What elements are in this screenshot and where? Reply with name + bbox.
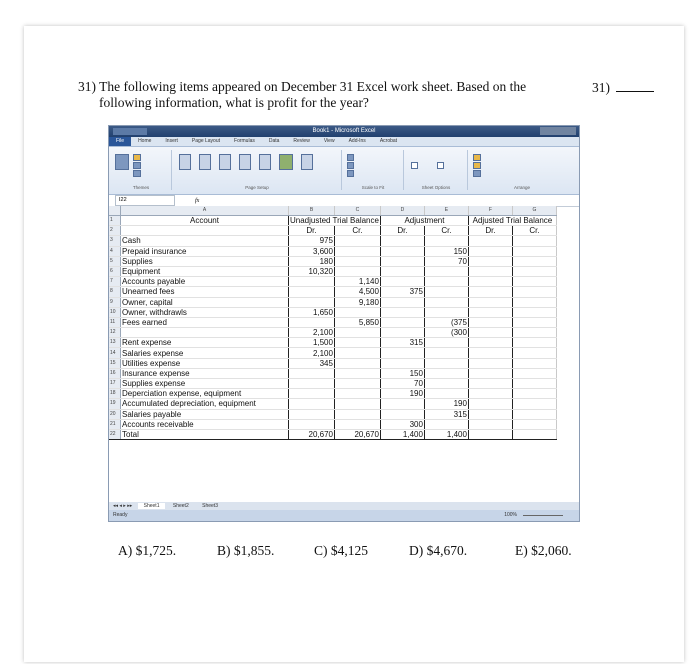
adjusted-cr-cell[interactable] bbox=[512, 236, 556, 246]
adjustment-cr-cell[interactable] bbox=[424, 277, 468, 287]
unadjusted-cr-cell[interactable] bbox=[334, 358, 380, 368]
adjustment-dr-cell[interactable] bbox=[380, 256, 424, 266]
print-area-icon[interactable] bbox=[239, 154, 251, 170]
adjusted-dr-cell[interactable] bbox=[468, 236, 512, 246]
unadjusted-dr-cell[interactable] bbox=[289, 389, 335, 399]
adjustment-dr-cell[interactable] bbox=[380, 328, 424, 338]
tab-page-layout[interactable]: Page Layout bbox=[191, 138, 221, 144]
tab-formulas[interactable]: Formulas bbox=[234, 138, 255, 144]
table-row bbox=[109, 297, 556, 307]
row-number[interactable]: 10 bbox=[109, 307, 121, 317]
sheet-nav-arrows-icon[interactable]: ◂◂ ◂ ▸ ▸▸ bbox=[113, 503, 133, 509]
table-row bbox=[109, 328, 556, 338]
adjustment-cr-cell[interactable]: (375 bbox=[424, 317, 468, 327]
unadjusted-dr-cell[interactable]: 1,500 bbox=[289, 338, 335, 348]
row-number[interactable]: 12 bbox=[109, 328, 121, 338]
adjusted-cr-cell[interactable] bbox=[512, 368, 556, 378]
unadjusted-cr-cell[interactable] bbox=[334, 256, 380, 266]
adjustment-dr-cell[interactable]: 1,400 bbox=[380, 429, 424, 439]
adjusted-cr-cell[interactable] bbox=[512, 389, 556, 399]
table-row bbox=[109, 419, 556, 429]
tab-acrobat[interactable]: Acrobat bbox=[379, 138, 398, 144]
adjusted-cr-cell[interactable] bbox=[512, 277, 556, 287]
breaks-icon[interactable] bbox=[259, 154, 271, 170]
themes-icon[interactable] bbox=[115, 154, 129, 170]
account-cell[interactable]: Prepaid insurance bbox=[121, 246, 289, 256]
cr-header[interactable]: Cr. bbox=[334, 226, 380, 236]
unadjusted-dr-cell[interactable]: 975 bbox=[289, 236, 335, 246]
adjusted-dr-cell[interactable] bbox=[468, 409, 512, 419]
adjustment-dr-cell[interactable]: 315 bbox=[380, 338, 424, 348]
cr-header[interactable]: Cr. bbox=[424, 226, 468, 236]
unadjusted-dr-cell[interactable]: 345 bbox=[289, 358, 335, 368]
table-row bbox=[109, 368, 556, 378]
account-cell[interactable]: Accounts receivable bbox=[121, 419, 289, 429]
adjusted-cr-cell[interactable] bbox=[512, 338, 556, 348]
table-row bbox=[109, 338, 556, 348]
adjustment-header[interactable]: Adjustment bbox=[380, 216, 468, 226]
unadjusted-dr-cell[interactable]: 2,100 bbox=[289, 328, 335, 338]
account-cell[interactable] bbox=[121, 328, 289, 338]
adjustment-dr-cell[interactable] bbox=[380, 297, 424, 307]
question-text bbox=[78, 79, 538, 111]
adjusted-cr-cell[interactable] bbox=[512, 409, 556, 419]
adjustment-cr-cell[interactable]: (300 bbox=[424, 328, 468, 338]
choice-e[interactable]: E) $2,060. bbox=[515, 543, 572, 558]
adjusted-dr-cell[interactable] bbox=[468, 246, 512, 256]
adjusted-cr-cell[interactable] bbox=[512, 419, 556, 429]
quick-access-toolbar[interactable] bbox=[113, 128, 147, 135]
row-number[interactable]: 1 bbox=[109, 216, 121, 226]
unadjusted-dr-cell[interactable]: 10,320 bbox=[289, 266, 335, 276]
unadjusted-cr-cell[interactable] bbox=[334, 328, 380, 338]
tab-home[interactable]: Home bbox=[138, 138, 152, 144]
sheet-tab-2[interactable]: Sheet2 bbox=[172, 503, 189, 509]
adjusted-dr-cell[interactable] bbox=[468, 266, 512, 276]
adjustment-dr-cell[interactable] bbox=[380, 358, 424, 368]
unadjusted-cr-cell[interactable] bbox=[334, 389, 380, 399]
adjusted-header[interactable]: Adjusted Trial Balance bbox=[468, 216, 556, 226]
name-box[interactable]: I22 bbox=[115, 195, 175, 206]
tab-view[interactable]: View bbox=[323, 138, 335, 144]
choice-d[interactable]: D) $4,670. bbox=[409, 543, 468, 558]
unadjusted-cr-cell[interactable] bbox=[334, 409, 380, 419]
bring-forward-icon[interactable] bbox=[473, 154, 481, 161]
unadjusted-cr-cell[interactable] bbox=[334, 348, 380, 358]
row-number[interactable]: 17 bbox=[109, 379, 121, 389]
cr-header[interactable]: Cr. bbox=[512, 226, 556, 236]
answer-blank bbox=[592, 79, 654, 96]
adjustment-cr-cell[interactable]: 315 bbox=[424, 409, 468, 419]
adjusted-dr-cell[interactable] bbox=[468, 287, 512, 297]
window-controls[interactable] bbox=[540, 127, 576, 135]
print-titles-icon[interactable] bbox=[301, 154, 313, 170]
effects-icon[interactable] bbox=[133, 170, 141, 177]
unadjusted-dr-cell[interactable] bbox=[289, 399, 335, 409]
row-number[interactable]: 22 bbox=[109, 429, 121, 439]
adjusted-cr-cell[interactable] bbox=[512, 379, 556, 389]
unadjusted-dr-cell[interactable] bbox=[289, 379, 335, 389]
adjustment-dr-cell[interactable]: 70 bbox=[380, 379, 424, 389]
adjusted-cr-cell[interactable] bbox=[512, 287, 556, 297]
headings-view-checkbox[interactable] bbox=[437, 162, 444, 169]
gridlines-view-checkbox[interactable] bbox=[411, 162, 418, 169]
col-header-e[interactable]: E bbox=[424, 206, 468, 216]
adjustment-dr-cell[interactable]: 190 bbox=[380, 389, 424, 399]
data-rows bbox=[109, 236, 556, 440]
unadjusted-cr-cell[interactable] bbox=[334, 338, 380, 348]
fx-label: fx bbox=[195, 197, 200, 204]
row-number[interactable]: 5 bbox=[109, 256, 121, 266]
row-number[interactable]: 9 bbox=[109, 297, 121, 307]
group-caption: Scale to Fit bbox=[361, 185, 385, 190]
unadjusted-cr-cell[interactable] bbox=[334, 368, 380, 378]
cell[interactable] bbox=[121, 226, 289, 236]
header-row-2 bbox=[109, 226, 556, 236]
adjusted-dr-cell[interactable] bbox=[468, 348, 512, 358]
adjustment-dr-cell[interactable] bbox=[380, 246, 424, 256]
background-icon[interactable] bbox=[279, 154, 293, 170]
excel-screenshot bbox=[108, 125, 580, 522]
table-row bbox=[109, 429, 556, 439]
unadjusted-cr-cell[interactable] bbox=[334, 246, 380, 256]
account-cell[interactable]: Owner, capital bbox=[121, 297, 289, 307]
zoom-level[interactable]: 100% bbox=[504, 512, 517, 518]
adjusted-dr-cell[interactable] bbox=[468, 379, 512, 389]
adjusted-dr-cell[interactable] bbox=[468, 368, 512, 378]
table-row bbox=[109, 277, 556, 287]
table-row bbox=[109, 348, 556, 358]
adjusted-dr-cell[interactable] bbox=[468, 297, 512, 307]
account-cell[interactable]: Cash bbox=[121, 236, 289, 246]
account-cell[interactable]: Salaries expense bbox=[121, 348, 289, 358]
adjustment-dr-cell[interactable]: 150 bbox=[380, 368, 424, 378]
group-sheet-options bbox=[405, 150, 468, 190]
row-number[interactable]: 20 bbox=[109, 409, 121, 419]
account-cell[interactable]: Fees earned bbox=[121, 317, 289, 327]
adjustment-cr-cell[interactable] bbox=[424, 389, 468, 399]
adjusted-cr-cell[interactable] bbox=[512, 358, 556, 368]
account-cell[interactable]: Insurance expense bbox=[121, 368, 289, 378]
adjustment-cr-cell[interactable]: 150 bbox=[424, 246, 468, 256]
account-cell[interactable]: Accounts payable bbox=[121, 277, 289, 287]
column-header-row bbox=[109, 206, 556, 216]
account-cell[interactable]: Owner, withdrawls bbox=[121, 307, 289, 317]
account-cell[interactable]: Deperciation expense, equipment bbox=[121, 389, 289, 399]
question-line1: The following items appeared on December 31 Excel work sheet. Based on the bbox=[99, 79, 527, 94]
unadjusted-cr-cell[interactable] bbox=[334, 307, 380, 317]
col-header-g[interactable]: G bbox=[512, 206, 556, 216]
row-number[interactable]: 8 bbox=[109, 287, 121, 297]
adjustment-dr-cell[interactable] bbox=[380, 348, 424, 358]
sheet-tab-3[interactable]: Sheet3 bbox=[202, 503, 218, 509]
unadjusted-cr-cell[interactable] bbox=[334, 236, 380, 246]
adjustment-cr-cell[interactable] bbox=[424, 266, 468, 276]
ribbon bbox=[109, 147, 579, 195]
adjustment-dr-cell[interactable] bbox=[380, 266, 424, 276]
adjusted-cr-cell[interactable] bbox=[512, 348, 556, 358]
adjusted-dr-cell[interactable] bbox=[468, 399, 512, 409]
table-row bbox=[109, 358, 556, 368]
adjusted-cr-cell[interactable] bbox=[512, 266, 556, 276]
group-page-setup bbox=[173, 150, 342, 190]
row-number[interactable]: 15 bbox=[109, 358, 121, 368]
unadjusted-dr-cell[interactable]: 180 bbox=[289, 256, 335, 266]
group-caption: Themes bbox=[132, 185, 150, 190]
unadjusted-dr-cell[interactable] bbox=[289, 409, 335, 419]
unadjusted-dr-cell[interactable] bbox=[289, 287, 335, 297]
choice-a[interactable]: A) $1,725. bbox=[118, 543, 177, 558]
answer-line[interactable] bbox=[616, 79, 654, 92]
colors-icon[interactable] bbox=[133, 154, 141, 161]
adjustment-dr-cell[interactable] bbox=[380, 277, 424, 287]
adjusted-cr-cell[interactable] bbox=[512, 256, 556, 266]
account-header[interactable]: Account bbox=[121, 216, 289, 226]
account-cell[interactable]: Salaries payable bbox=[121, 409, 289, 419]
status-text: Ready bbox=[113, 512, 128, 518]
adjustment-cr-cell[interactable] bbox=[424, 338, 468, 348]
adjustment-cr-cell[interactable] bbox=[424, 348, 468, 358]
account-cell[interactable]: Utilities expense bbox=[121, 358, 289, 368]
unadjusted-cr-cell[interactable] bbox=[334, 399, 380, 409]
zoom-slider[interactable] bbox=[523, 515, 563, 516]
adjusted-dr-cell[interactable] bbox=[468, 389, 512, 399]
ribbon-tabs bbox=[109, 137, 579, 147]
row-number[interactable]: 21 bbox=[109, 419, 121, 429]
scale-icon[interactable] bbox=[347, 170, 354, 177]
fonts-icon[interactable] bbox=[133, 162, 141, 169]
adjusted-cr-cell[interactable] bbox=[512, 429, 556, 439]
width-icon[interactable] bbox=[347, 154, 354, 161]
dr-header[interactable]: Dr. bbox=[380, 226, 424, 236]
size-icon[interactable] bbox=[219, 154, 231, 170]
adjusted-cr-cell[interactable] bbox=[512, 297, 556, 307]
adjustment-cr-cell[interactable] bbox=[424, 297, 468, 307]
unadjusted-cr-cell[interactable] bbox=[334, 419, 380, 429]
send-backward-icon[interactable] bbox=[473, 162, 481, 169]
row-number[interactable]: 13 bbox=[109, 338, 121, 348]
adjustment-cr-cell[interactable] bbox=[424, 358, 468, 368]
worksheet-grid bbox=[109, 206, 557, 440]
unadjusted-cr-cell[interactable] bbox=[334, 266, 380, 276]
unadjusted-dr-cell[interactable] bbox=[289, 368, 335, 378]
account-cell[interactable]: Accumulated depreciation, equipment bbox=[121, 399, 289, 409]
tab-add-ins[interactable]: Add-Ins bbox=[348, 138, 366, 144]
adjustment-dr-cell[interactable] bbox=[380, 409, 424, 419]
adjustment-cr-cell[interactable]: 1,400 bbox=[424, 429, 468, 439]
col-header-c[interactable]: C bbox=[334, 206, 380, 216]
choice-b[interactable]: B) $1,855. bbox=[217, 543, 275, 558]
row-number[interactable]: 4 bbox=[109, 246, 121, 256]
sheet-tab-1[interactable]: Sheet1 bbox=[138, 503, 166, 509]
account-cell[interactable]: Rent expense bbox=[121, 338, 289, 348]
unadjusted-cr-cell[interactable]: 4,500 bbox=[334, 287, 380, 297]
row-number[interactable]: 14 bbox=[109, 348, 121, 358]
adjustment-cr-cell[interactable] bbox=[424, 379, 468, 389]
adjustment-cr-cell[interactable] bbox=[424, 307, 468, 317]
adjusted-dr-cell[interactable] bbox=[468, 307, 512, 317]
unadjusted-header[interactable]: Unadjusted Trial Balance bbox=[290, 216, 379, 226]
table-row bbox=[109, 317, 556, 327]
unadjusted-cr-cell[interactable] bbox=[334, 379, 380, 389]
group-themes bbox=[111, 150, 172, 190]
table-row bbox=[109, 266, 556, 276]
adjustment-dr-cell[interactable] bbox=[380, 236, 424, 246]
adjustment-dr-cell[interactable] bbox=[380, 307, 424, 317]
dr-header[interactable]: Dr. bbox=[468, 226, 512, 236]
group-arrange bbox=[469, 150, 575, 190]
margins-icon[interactable] bbox=[179, 154, 191, 170]
selection-pane-icon[interactable] bbox=[473, 170, 481, 177]
table-row bbox=[109, 246, 556, 256]
adjusted-dr-cell[interactable] bbox=[468, 256, 512, 266]
adjusted-dr-cell[interactable] bbox=[468, 277, 512, 287]
sheet-tabs bbox=[109, 502, 579, 510]
adjusted-dr-cell[interactable] bbox=[468, 338, 512, 348]
adjustment-cr-cell[interactable]: 190 bbox=[424, 399, 468, 409]
question-number: 31) bbox=[78, 79, 96, 94]
unadjusted-dr-cell[interactable]: 1,650 bbox=[289, 307, 335, 317]
row-number[interactable]: 6 bbox=[109, 266, 121, 276]
table-row bbox=[109, 379, 556, 389]
adjustment-cr-cell[interactable] bbox=[424, 236, 468, 246]
account-cell[interactable]: Supplies expense bbox=[121, 379, 289, 389]
table-row bbox=[109, 256, 556, 266]
col-header-d[interactable]: D bbox=[380, 206, 424, 216]
account-cell[interactable]: Equipment bbox=[121, 266, 289, 276]
adjusted-cr-cell[interactable] bbox=[512, 307, 556, 317]
adjusted-dr-cell[interactable] bbox=[468, 328, 512, 338]
col-header-a[interactable]: A bbox=[121, 206, 289, 216]
col-header-f[interactable]: F bbox=[468, 206, 512, 216]
adjusted-dr-cell[interactable] bbox=[468, 358, 512, 368]
adjusted-cr-cell[interactable] bbox=[512, 399, 556, 409]
tab-insert[interactable]: Insert bbox=[165, 138, 178, 144]
adjustment-cr-cell[interactable]: 70 bbox=[424, 256, 468, 266]
adjusted-cr-cell[interactable] bbox=[512, 246, 556, 256]
adjustment-dr-cell[interactable] bbox=[380, 399, 424, 409]
unadjusted-dr-cell[interactable] bbox=[289, 297, 335, 307]
account-cell[interactable]: Total bbox=[121, 429, 289, 439]
tab-data[interactable]: Data bbox=[268, 138, 280, 144]
adjusted-dr-cell[interactable] bbox=[468, 419, 512, 429]
window-title: Book1 - Microsoft Excel bbox=[312, 128, 376, 134]
row-number[interactable]: 19 bbox=[109, 399, 121, 409]
adjusted-dr-cell[interactable] bbox=[468, 317, 512, 327]
unadjusted-cr-cell[interactable]: 20,670 bbox=[334, 429, 380, 439]
adjusted-cr-cell[interactable] bbox=[512, 328, 556, 338]
height-icon[interactable] bbox=[347, 162, 354, 169]
group-caption: Arrange bbox=[513, 185, 530, 190]
adjusted-dr-cell[interactable] bbox=[468, 429, 512, 439]
group-scale-to-fit bbox=[343, 150, 404, 190]
answer-label: 31) bbox=[592, 80, 610, 95]
unadjusted-cr-cell[interactable]: 9,180 bbox=[334, 297, 380, 307]
unadjusted-dr-cell[interactable]: 20,670 bbox=[289, 429, 335, 439]
adjustment-cr-cell[interactable] bbox=[424, 368, 468, 378]
adjustment-dr-cell[interactable] bbox=[380, 317, 424, 327]
row-number[interactable]: 7 bbox=[109, 277, 121, 287]
table-row bbox=[109, 389, 556, 399]
unadjusted-dr-cell[interactable] bbox=[289, 277, 335, 287]
adjustment-cr-cell[interactable] bbox=[424, 419, 468, 429]
status-bar bbox=[109, 510, 579, 521]
adjustment-dr-cell[interactable]: 375 bbox=[380, 287, 424, 297]
adjustment-dr-cell[interactable]: 300 bbox=[380, 419, 424, 429]
unadjusted-cr-cell[interactable]: 1,140 bbox=[334, 277, 380, 287]
row-number[interactable]: 11 bbox=[109, 317, 121, 327]
row-number[interactable]: 2 bbox=[109, 226, 121, 236]
unadjusted-cr-cell[interactable]: 5,850 bbox=[334, 317, 380, 327]
row-number[interactable]: 18 bbox=[109, 389, 121, 399]
account-cell[interactable]: Supplies bbox=[121, 256, 289, 266]
tab-review[interactable]: Review bbox=[293, 138, 310, 144]
table-row bbox=[109, 236, 556, 246]
unadjusted-dr-cell[interactable]: 3,600 bbox=[289, 246, 335, 256]
table-row bbox=[109, 287, 556, 297]
unadjusted-dr-cell[interactable] bbox=[289, 317, 335, 327]
dr-header[interactable]: Dr. bbox=[289, 226, 335, 236]
table-row bbox=[109, 307, 556, 317]
table-row bbox=[109, 409, 556, 419]
question-line2: following information, what is profit for the year? bbox=[99, 95, 369, 110]
select-all-corner[interactable] bbox=[109, 206, 121, 216]
row-number[interactable]: 16 bbox=[109, 368, 121, 378]
tab-file[interactable]: File bbox=[109, 137, 131, 146]
orientation-icon[interactable] bbox=[199, 154, 211, 170]
choice-c[interactable]: C) $4,125 bbox=[314, 543, 368, 558]
adjustment-cr-cell[interactable] bbox=[424, 287, 468, 297]
adjusted-cr-cell[interactable] bbox=[512, 317, 556, 327]
header-row-1 bbox=[109, 216, 556, 226]
account-cell[interactable]: Unearned fees bbox=[121, 287, 289, 297]
excel-titlebar bbox=[109, 126, 579, 137]
col-header-b[interactable]: B bbox=[289, 206, 335, 216]
table-row bbox=[109, 399, 556, 409]
group-caption: Sheet Options bbox=[421, 185, 451, 190]
unadjusted-dr-cell[interactable]: 2,100 bbox=[289, 348, 335, 358]
group-caption: Page Setup bbox=[245, 185, 269, 190]
row-number[interactable]: 3 bbox=[109, 236, 121, 246]
unadjusted-dr-cell[interactable] bbox=[289, 419, 335, 429]
